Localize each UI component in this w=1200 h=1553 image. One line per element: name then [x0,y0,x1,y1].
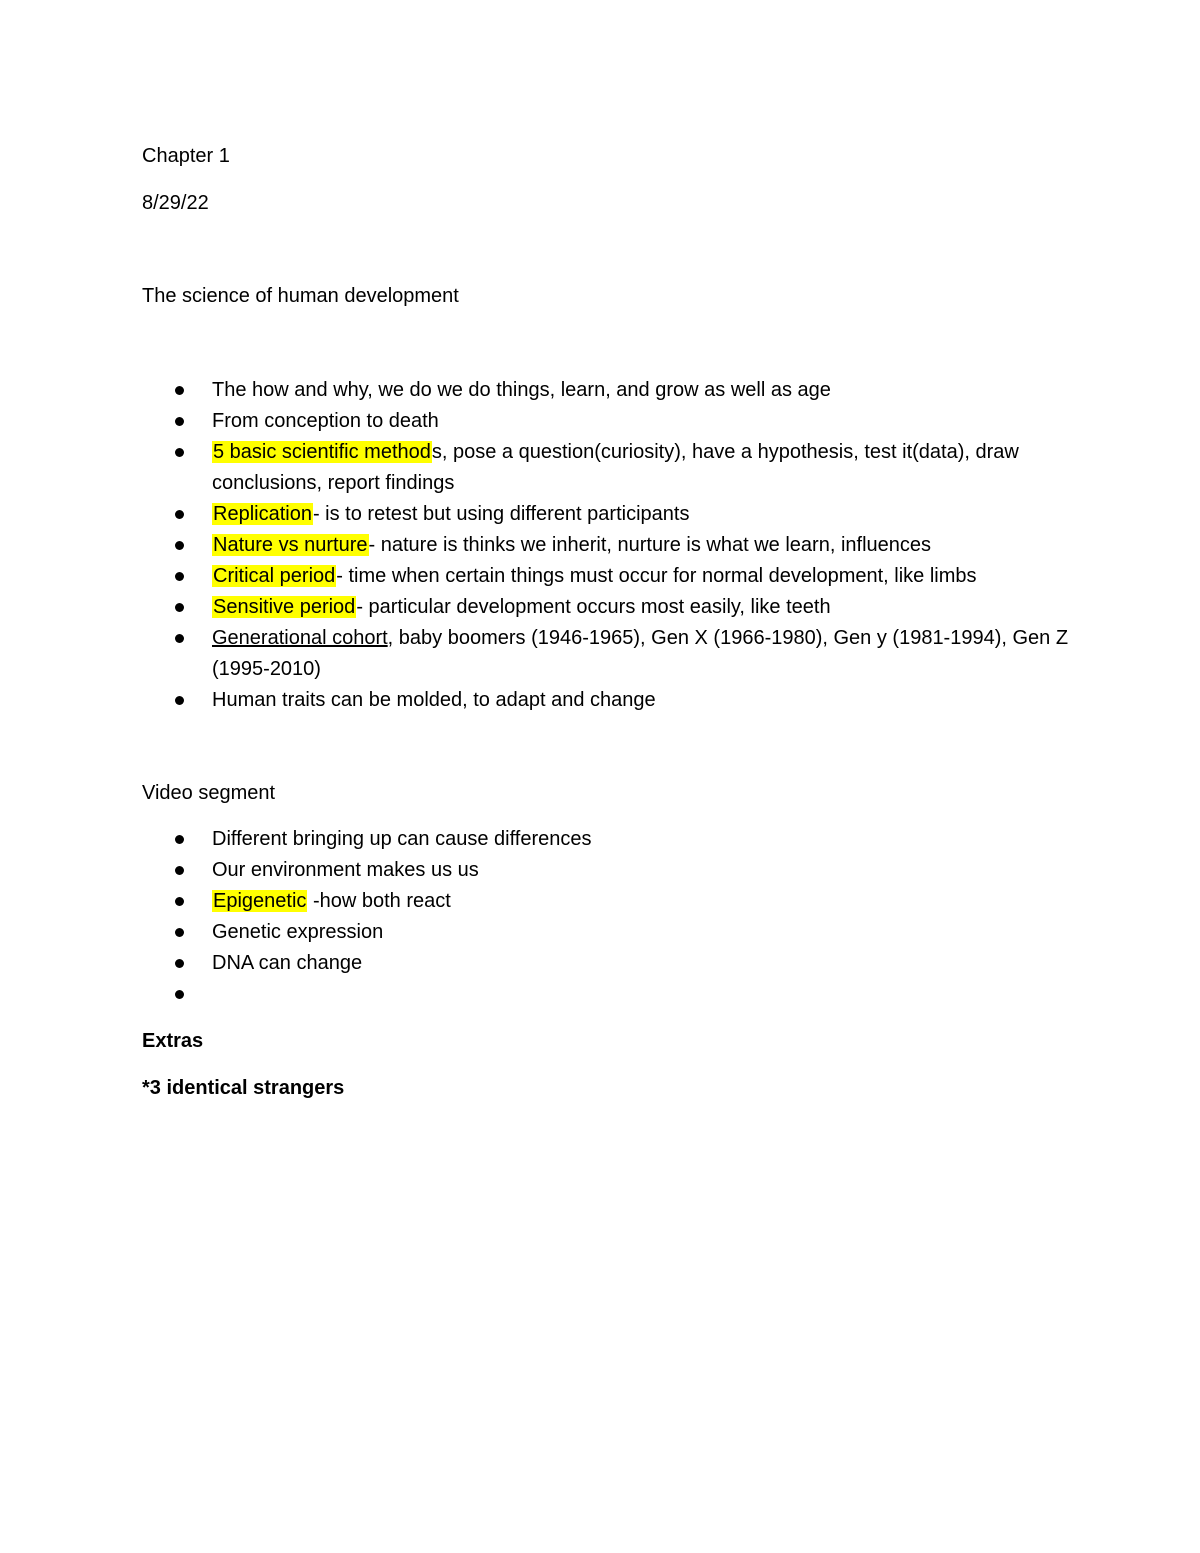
bullet-icon [175,928,184,937]
list-item [172,824,1092,855]
bullet-icon [175,634,184,643]
highlighted-term: Replication [213,503,312,525]
list-item [172,979,1092,1010]
bullet-icon [175,835,184,844]
item-text: Our environment makes us us [212,859,479,881]
bullet-icon [175,990,184,999]
list-item [172,855,1092,886]
item-text: Genetic expression [212,921,384,943]
date-line: 8/29/22 [142,192,209,214]
list-item [172,499,1092,530]
list-item [172,375,1092,406]
item-text: , baby boomers (1946-1965), Gen X (1966-1980), Gen y (1981-1994), Gen Z (1995-2010) [212,627,1069,680]
item-text: - particular development occurs most easily, like teeth [356,596,831,618]
extras-item: *3 identical strangers [142,1077,345,1099]
bullet-icon [175,603,184,612]
bullet-icon [175,959,184,968]
highlighted-term: Critical period [213,565,336,587]
highlighted-term: Nature vs nurture [213,534,368,556]
highlighted-term: Epigenetic [213,890,307,912]
item-text: - time when certain things must occur for normal development, like limbs [336,565,977,587]
extras-heading: Extras [142,1030,204,1052]
list-item [172,592,1092,623]
list-item [172,561,1092,592]
list-item [172,948,1092,979]
bullet-icon [175,448,184,457]
bullet-icon [175,510,184,519]
item-text: Different bringing up can cause differences [212,828,592,850]
video-bullet-list [172,824,1092,1010]
highlighted-term: 5 basic scientific method [213,441,431,463]
bullet-icon [175,386,184,395]
item-text: The how and why, we do we do things, learn, and grow as well as age [212,379,831,401]
item-text: -how both react [307,890,451,912]
list-item [172,623,1092,685]
list-item [172,917,1092,948]
underlined-term: Generational cohort [212,627,388,649]
list-item [172,406,1092,437]
item-text: - is to retest but using different participants [312,503,690,525]
item-text: Human traits can be molded, to adapt and change [212,689,656,711]
item-text: From conception to death [212,410,439,432]
science-bullet-list [172,375,1092,716]
bullet-icon [175,541,184,550]
bullet-icon [175,572,184,581]
list-item [172,530,1092,561]
bullet-icon [175,897,184,906]
section-title-science: The science of human development [142,285,459,307]
list-item [172,437,1092,499]
bullet-icon [175,417,184,426]
item-text: DNA can change [212,952,363,974]
list-item [172,685,1092,716]
item-text: - nature is thinks we inherit, nurture is what we learn, influences [368,534,932,556]
highlighted-term: Sensitive period [213,596,356,618]
chapter-heading: Chapter 1 [142,145,230,167]
list-item [172,886,1092,917]
section-title-video: Video segment [142,782,276,804]
bullet-icon [175,696,184,705]
item-text: s, pose a question(curiosity), have a hypothesis, test it(data), draw conclusions, report findings [212,441,1019,494]
bullet-icon [175,866,184,875]
